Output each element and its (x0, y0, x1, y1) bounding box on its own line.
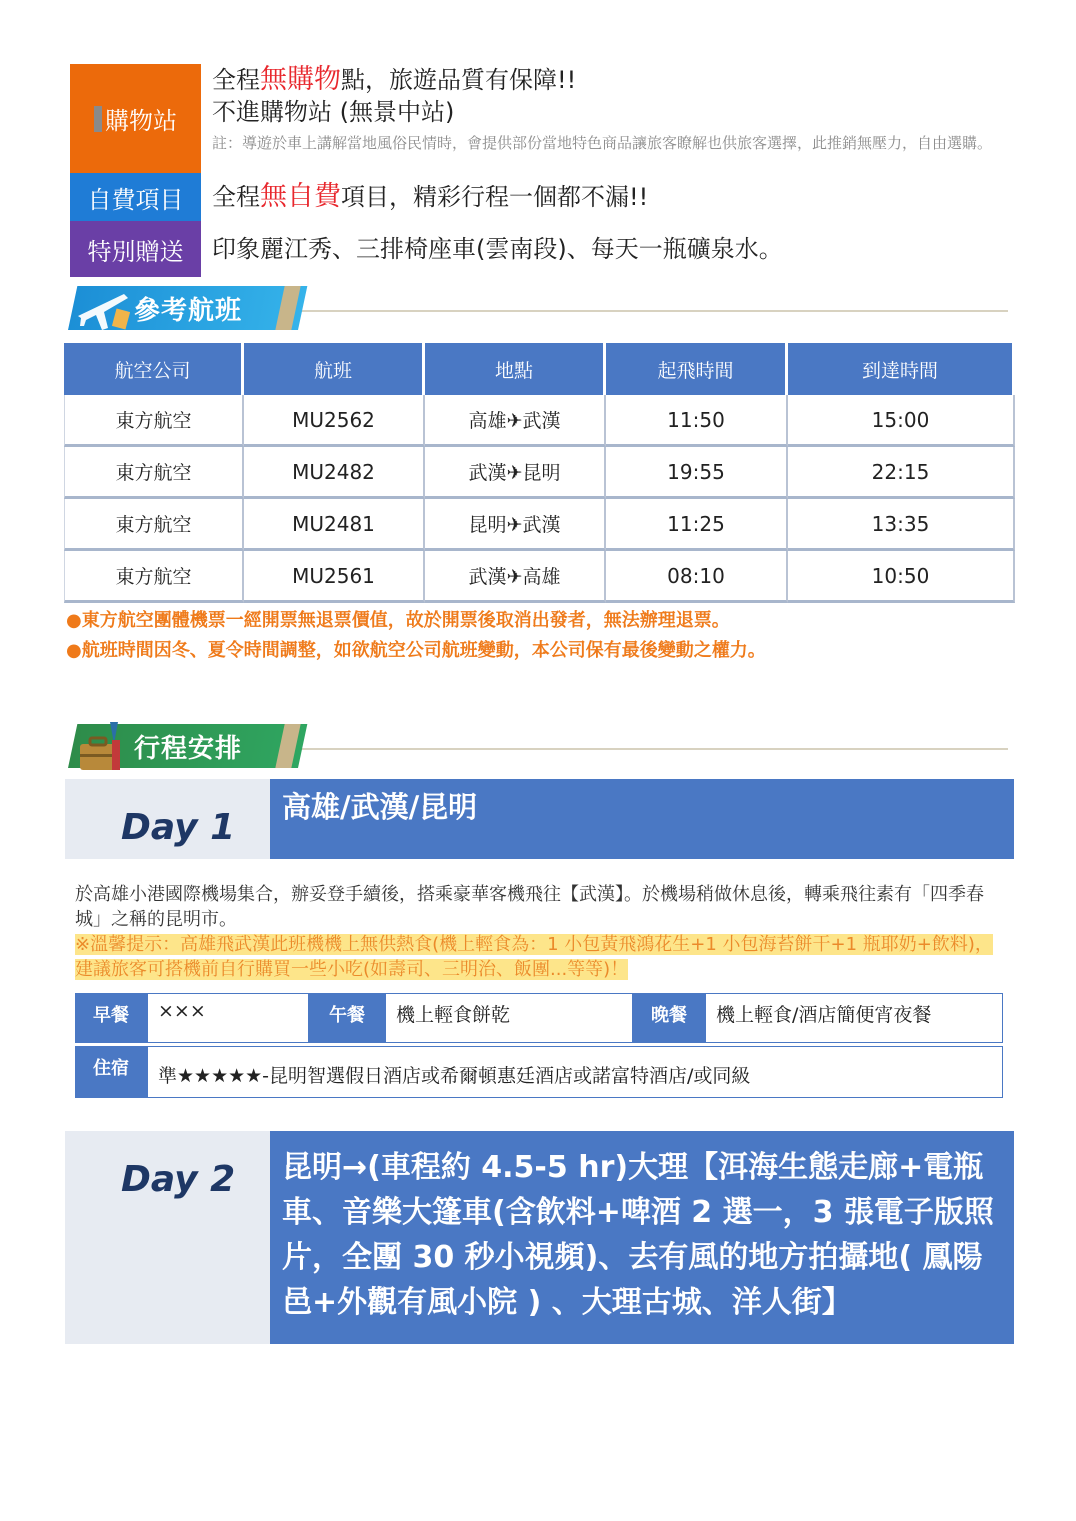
flights-section-title: 參考航班 (134, 296, 243, 326)
departure-time-cell: 08:10 (606, 551, 788, 603)
column-header: 地點 (425, 343, 606, 395)
meals-row (75, 993, 1003, 1043)
arrival-time-cell: 15:00 (788, 395, 1015, 447)
itinerary-section-title: 行程安排 (134, 734, 243, 764)
shopping-line2: 不進購物站 (無景中站) (212, 98, 455, 126)
day1-label: Day 1 (121, 807, 236, 848)
arrival-time-cell: 10:50 (788, 551, 1015, 603)
day2-header (65, 1131, 1014, 1344)
day1-header (65, 779, 1014, 859)
gift-label: 特別贈送 (70, 221, 201, 277)
column-header: 航空公司 (64, 343, 244, 395)
flights-section-header (68, 280, 1008, 336)
shopping-note: 註：導遊於車上講解當地風俗民情時，會提供部份當地特色商品讓旅客瞭解也供旅客選擇，此推銷無壓力，自由選購。 (212, 134, 993, 152)
breakfast-value: ××× (147, 993, 309, 1043)
gift-content: 印象麗江秀、三排椅座車(雲南段)、每天一瓶礦泉水。 (212, 235, 783, 263)
day1-description (75, 882, 1010, 982)
airline-cell: 東方航空 (64, 447, 244, 499)
day2-title: 昆明→(車程約 4.5-5 hr)大理【洱海生態走廊+電瓶車、音樂大篷車(含飲料+啤酒 2 選一，3 張電子版照片，全團 30 秒小視頻)、去有風的地方拍攝地( 鳳陽邑+外觀有風小院 ) 、大理古城、洋人街】 (282, 1150, 994, 1320)
selfpay-row (70, 173, 1010, 221)
route-cell: 昆明✈武漢 (425, 499, 606, 551)
departure-time-cell: 11:25 (606, 499, 788, 551)
flight-table (64, 343, 1015, 603)
label-marker-icon (94, 106, 102, 132)
selfpay-label: 自費項目 (70, 173, 201, 221)
table-header-row (64, 343, 1015, 395)
flight-note: ●航班時間因冬、夏令時間調整，如欲航空公司航班變動，本公司保有最後變動之權力。 (66, 640, 766, 661)
shopping-label: 購物站 (70, 64, 201, 173)
shopping-row (70, 64, 1010, 173)
table-row (64, 551, 1015, 603)
airline-cell: 東方航空 (64, 395, 244, 447)
flight-number-cell: MU2561 (244, 551, 425, 603)
lunch-value: 機上輕食餅乾 (385, 993, 633, 1043)
flight-note: ●東方航空團體機票一經開票無退票價值，故於開票後取消出發者，無法辦理退票。 (66, 610, 730, 631)
divider-line (288, 748, 1008, 750)
suitcase-icon (74, 718, 130, 772)
flight-number-cell: MU2481 (244, 499, 425, 551)
route-cell: 武漢✈高雄 (425, 551, 606, 603)
hotel-row (75, 1046, 1003, 1098)
arrival-time-cell: 22:15 (788, 447, 1015, 499)
itinerary-section-header (68, 718, 1008, 774)
dinner-label: 晚餐 (633, 993, 705, 1043)
selfpay-content: 全程 無自費 項目，精彩行程一個都不漏!! (212, 181, 649, 212)
route-cell: 武漢✈昆明 (425, 447, 606, 499)
airplane-icon (74, 280, 130, 334)
column-header: 到達時間 (788, 343, 1015, 395)
airline-cell: 東方航空 (64, 551, 244, 603)
lunch-label: 午餐 (309, 993, 385, 1043)
day1-desc-text: 於高雄小港國際機場集合，辦妥登手續後，搭乘豪華客機飛往【武漢】。於機場稍做休息後，轉乘飛往素有「四季春城」之稱的昆明市。 (75, 884, 984, 930)
gift-row (70, 221, 1010, 277)
departure-time-cell: 19:55 (606, 447, 788, 499)
breakfast-label: 早餐 (75, 993, 147, 1043)
hotel-value: 準★★★★★-昆明智選假日酒店或希爾頓惠廷酒店或諾富特酒店/或同級 (147, 1046, 1003, 1098)
day2-label: Day 2 (121, 1159, 236, 1200)
divider-line (288, 310, 1008, 312)
flight-number-cell: MU2562 (244, 395, 425, 447)
flight-number-cell: MU2482 (244, 447, 425, 499)
trip-info-block (70, 64, 1010, 277)
day1-tip: ※溫馨提示：高雄飛武漢此班機機上無供熱食(機上輕食為：1 小包黃飛鴻花生+1 小包海苔餅干+1 瓶耶奶+飲料)，建議旅客可搭機前自行購買一些小吃(如壽司、三明治、飯團...等等)！ (75, 934, 993, 980)
hotel-label: 住宿 (75, 1046, 147, 1098)
shopping-content (201, 64, 1010, 173)
column-header: 起飛時間 (606, 343, 788, 395)
departure-time-cell: 11:50 (606, 395, 788, 447)
table-row (64, 447, 1015, 499)
column-header: 航班 (244, 343, 425, 395)
shopping-line1: 全程無購物點，旅遊品質有保障!! (212, 64, 577, 95)
dinner-value: 機上輕食/酒店簡便宵夜餐 (705, 993, 1003, 1043)
day1-title: 高雄/武漢/昆明 (282, 790, 478, 824)
table-row (64, 395, 1015, 447)
arrival-time-cell: 13:35 (788, 499, 1015, 551)
table-row (64, 499, 1015, 551)
airline-cell: 東方航空 (64, 499, 244, 551)
route-cell: 高雄✈武漢 (425, 395, 606, 447)
